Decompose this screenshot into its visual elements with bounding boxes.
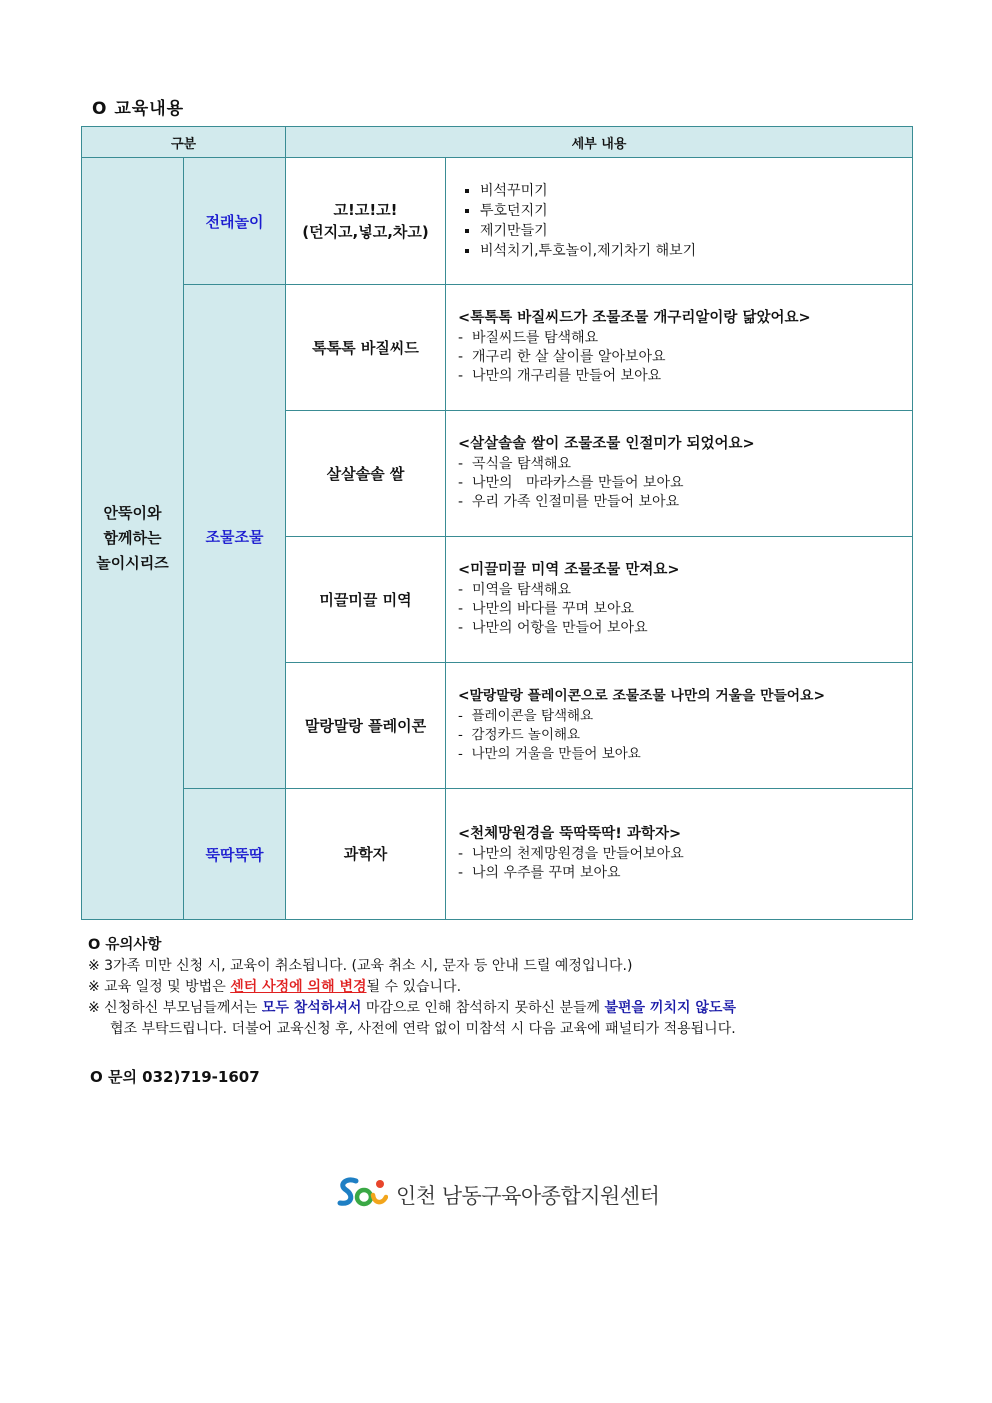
- group-cell: 안뚝이와 함께하는 놀이시리즈: [82, 158, 184, 920]
- list-item: - 바질씨드를 탐색해요: [458, 330, 599, 346]
- table-header-row: [82, 127, 913, 158]
- contact-info: O 문의 032)719-1607: [90, 1068, 260, 1086]
- center-logo-icon: [336, 1175, 388, 1215]
- list-item: - 개구리 한 살 살이를 알아보아요: [458, 349, 666, 365]
- bullet-list: [458, 181, 904, 261]
- topic-cell: 고!고!고! (던지고,넣고,차고): [286, 158, 446, 285]
- list-item: - 나만의 바다를 꾸며 보아요: [458, 601, 635, 617]
- table-row: [82, 285, 913, 411]
- topic-cell: 톡톡톡 바질씨드: [286, 285, 446, 411]
- detail-heading: <살살솔솔 쌀이 조물조물 인절미가 되었어요>: [458, 436, 755, 452]
- topic-cell: 미끌미끌 미역: [286, 537, 446, 663]
- list-item: ▪ 제기만들기: [480, 221, 904, 241]
- detail-cell: [446, 537, 913, 663]
- note-line: [88, 977, 918, 998]
- list-item: - 나만의 천제망원경을 만들어보아요: [458, 846, 684, 862]
- table-row: [82, 789, 913, 920]
- notes-section: [88, 935, 918, 1040]
- topic-cell: 과학자: [286, 789, 446, 920]
- footer: [336, 1175, 659, 1215]
- section-title: O 교육내용: [92, 99, 185, 119]
- list-item: - 나만의 어항을 만들어 보아요: [458, 620, 648, 636]
- education-table: [81, 126, 913, 920]
- detail-cell: [446, 158, 913, 285]
- center-name: 인천 남동구육아종합지원센터: [396, 1184, 660, 1208]
- topic-cell: 살살솔솔 쌀: [286, 411, 446, 537]
- list-item: - 미역을 탐색해요: [458, 582, 572, 598]
- detail-heading: <말랑말랑 플레이콘으로 조물조물 나만의 거울을 만들어요>: [458, 688, 826, 704]
- detail-cell: [446, 789, 913, 920]
- note-line: [88, 998, 918, 1019]
- note-line: 협조 부탁드립니다. 더불어 교육신청 후, 사전에 연락 없이 미참석 시 다음 교육에 패널티가 적용됩니다.: [110, 1021, 736, 1037]
- header-detail: 세부 내용: [286, 127, 913, 158]
- detail-cell: [446, 285, 913, 411]
- table-row: [82, 158, 913, 285]
- detail-cell: [446, 411, 913, 537]
- note-text: 마감으로 인해 참석하지 못하신 분들께: [361, 1000, 605, 1016]
- header-category: 구분: [82, 127, 286, 158]
- notes-title: O 유의사항: [88, 937, 162, 953]
- sub-category-ttukttak: 뚝딱뚝딱: [184, 789, 286, 920]
- detail-heading: <천체망원경을 뚝딱뚝딱! 과학자>: [458, 826, 682, 842]
- list-item: ▪ 비석치기,투호놀이,제기차기 해보기: [480, 241, 904, 261]
- note-text: ※ 교육 일정 및 방법은: [88, 979, 231, 995]
- note-line: ※ 3가족 미만 신청 시, 교육이 취소됩니다. (교육 취소 시, 문자 등 안내 드릴 예정입니다.): [88, 958, 633, 974]
- detail-heading: <미끌미끌 미역 조물조물 만져요>: [458, 562, 680, 578]
- detail-cell: [446, 663, 913, 789]
- note-highlight-red: 센터 사정에 의해 변경: [230, 979, 367, 995]
- sub-category-traditional: 전래놀이: [184, 158, 286, 285]
- note-highlight-blue: 모두 참석하셔서: [261, 1000, 362, 1016]
- list-item: - 곡식을 탐색해요: [458, 456, 572, 472]
- list-item: - 나만의 거울을 만들어 보아요: [458, 746, 641, 762]
- list-item: - 플레이콘을 탐색해요: [458, 708, 594, 724]
- list-item: - 나만의 개구리를 만들어 보아요: [458, 368, 662, 384]
- detail-heading: <톡톡톡 바질씨드가 조물조물 개구리알이랑 닮았어요>: [458, 310, 811, 326]
- list-item: ▪ 투호던지기: [480, 201, 904, 221]
- list-item: - 우리 가족 인절미를 만들어 보아요: [458, 494, 680, 510]
- list-item: - 나의 우주를 꾸며 보아요: [458, 865, 621, 881]
- list-item: ▪ 비석꾸미기: [480, 181, 904, 201]
- topic-cell: 말랑말랑 플레이콘: [286, 663, 446, 789]
- note-text: 될 수 있습니다.: [366, 979, 462, 995]
- sub-category-jomul: 조물조물: [184, 285, 286, 789]
- list-item: - 나만의 마라카스를 만들어 보아요: [458, 475, 684, 491]
- note-text: ※ 신청하신 부모님들께서는: [88, 1000, 262, 1016]
- list-item: - 감정카드 놀이해요: [458, 727, 581, 743]
- note-highlight-blue: 불편을 끼치지 않도록: [604, 1000, 736, 1016]
